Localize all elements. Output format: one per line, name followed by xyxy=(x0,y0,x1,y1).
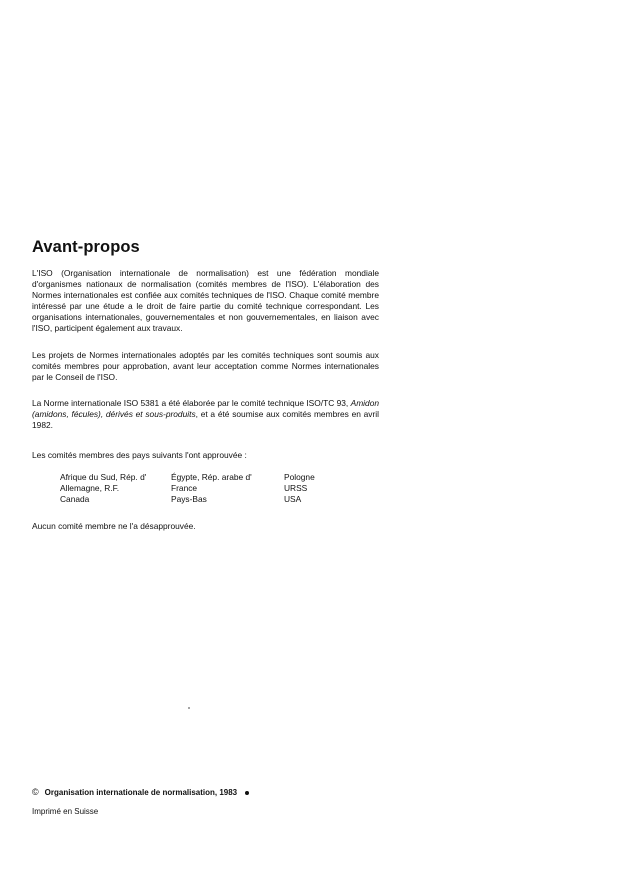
country-item: France xyxy=(171,483,198,493)
paragraph-disapproval: Aucun comité membre ne l'a désapprouvée. xyxy=(32,521,196,531)
copyright-text: Organisation internationale de normalisation, 1983 xyxy=(44,788,238,797)
country-column-1 xyxy=(60,472,146,505)
country-column-3 xyxy=(284,472,315,505)
country-item: Canada xyxy=(60,494,90,504)
page-title: Avant-propos xyxy=(32,238,140,256)
paragraph-draft-standards: Les projets de Normes internationales adoptés par les comités techniques sont soumis aux comités membres pour approbation, avant leur acceptation comme Normes internationales par le Conseil de l'ISO. xyxy=(32,350,379,382)
standard-origin-text: La Norme internationale ISO 5381 a été élaborée par le comité technique ISO/TC 93, xyxy=(32,398,349,408)
printed-in-note: Imprimé en Suisse xyxy=(32,807,99,816)
scan-speck xyxy=(188,707,190,709)
country-item: Égypte, Rép. arabe d' xyxy=(171,472,252,482)
country-column-2 xyxy=(171,472,252,505)
country-item: Allemagne, R.F. xyxy=(60,483,120,493)
country-item: Pologne xyxy=(284,472,315,482)
bullet-icon xyxy=(245,791,249,795)
country-item: USA xyxy=(284,494,302,504)
committee-title: Amidon (amidons, fécules), dérivés et sous-produits xyxy=(32,398,380,419)
standard-origin-end: , et a été soumise aux comités membres en avril 1982. xyxy=(32,409,379,430)
paragraph-iso-intro: L'ISO (Organisation internationale de normalisation) est une fédération mondiale d'organismes nationaux de normalisation (comités membres de l'ISO). L'élaboration des Normes internationales est confiée aux comités techniques de l'ISO. Chaque comité membre intéressé par une étude a le droit de faire partie du comité technique correspondant. Les organisations internationales, gouvernementales et non gouvernementales, en liaison avec l'ISO, participent également aux travaux. xyxy=(32,268,379,333)
copyright-icon: © xyxy=(32,787,39,797)
paragraph-approval: Les comités membres des pays suivants l'ont approuvée : xyxy=(32,450,247,460)
country-item: Pays-Bas xyxy=(171,494,207,504)
country-item: URSS xyxy=(284,483,308,493)
country-item: Afrique du Sud, Rép. d' xyxy=(60,472,147,482)
copyright-line xyxy=(32,787,249,797)
paragraph-standard-origin xyxy=(32,398,379,431)
